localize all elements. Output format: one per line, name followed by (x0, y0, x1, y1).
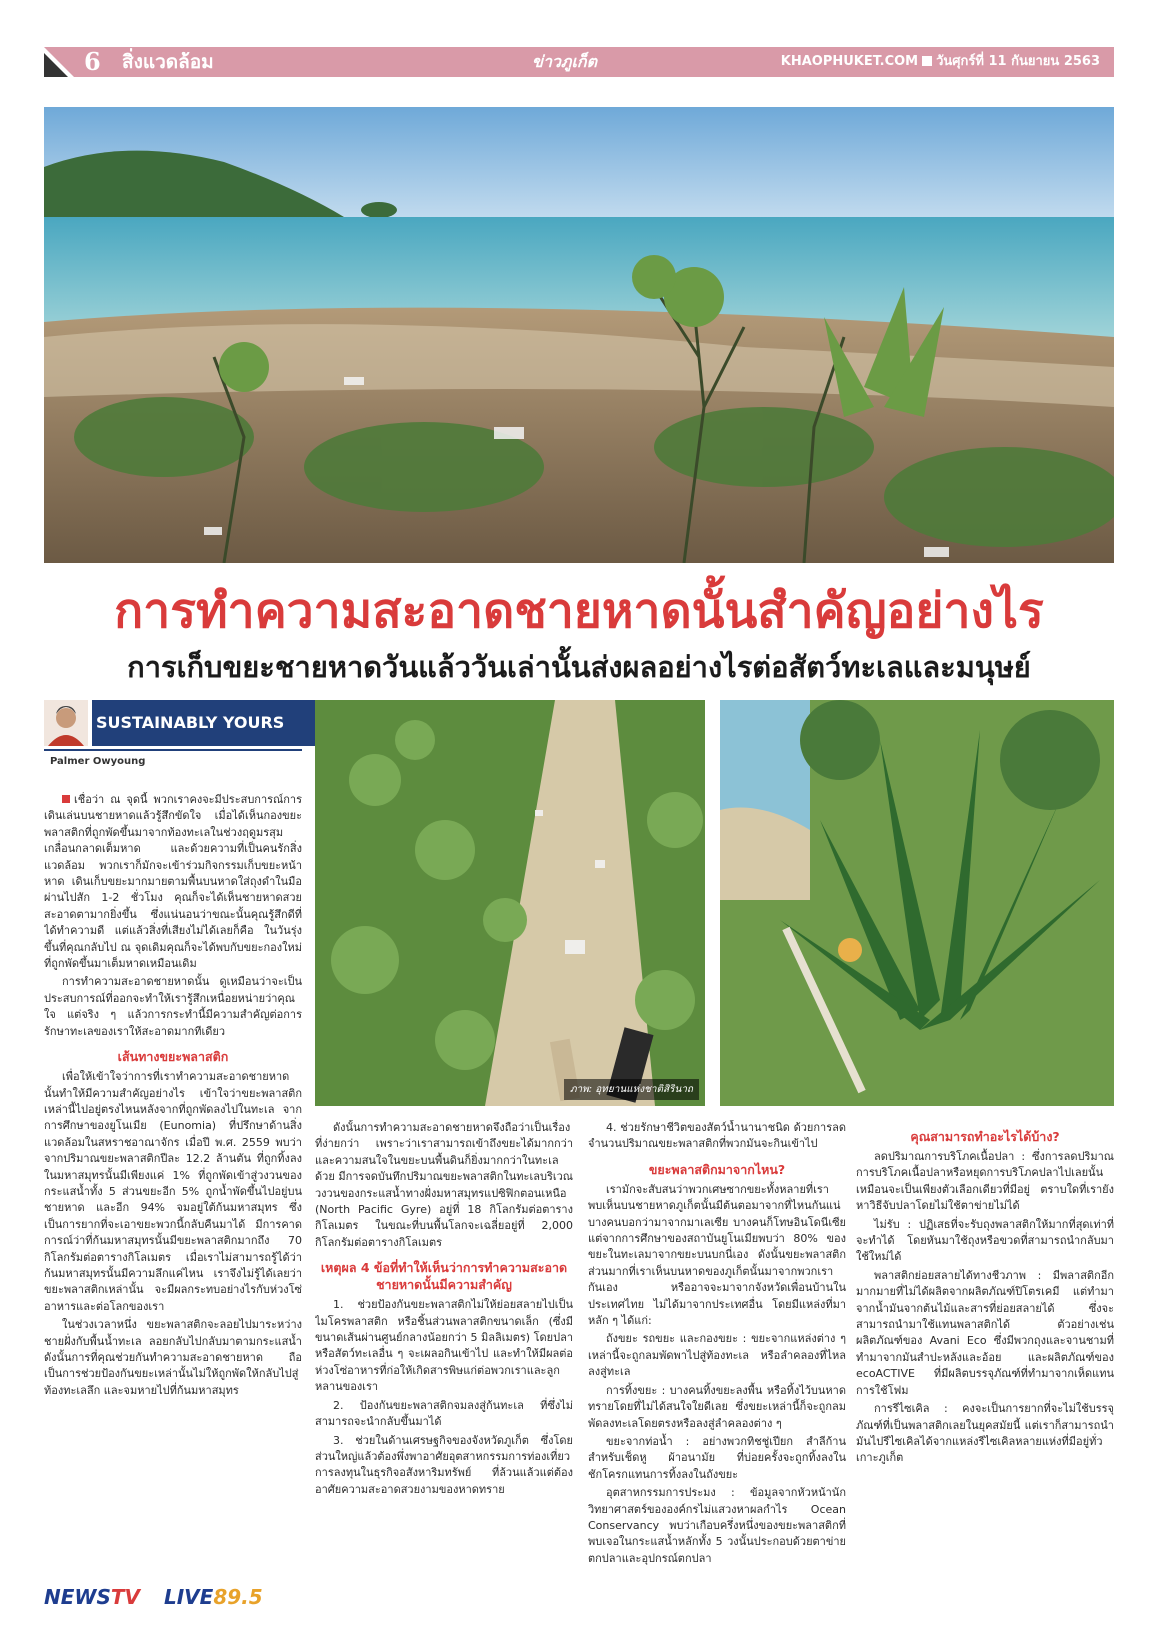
text-column-3 (588, 1120, 846, 1572)
author-name: Palmer Owyoung (50, 756, 146, 767)
brand-name: ข่าวภูเก็ต (532, 52, 597, 71)
paragraph: การทิ้งขยะ : บางคนทิ้งขยะลงพื้น หรือทิ้งไว้บนหาดทรายโดยที่ไม่ได้สนใจใยดีเลย ซึ่งขยะเหล่านี้ก็จะถูกลมพัดลงทะเลโดยตรงหรือลงสู่ลำคลองต่าง ๆ (588, 1383, 846, 1430)
column-byline (44, 700, 302, 746)
page-number: 6 (84, 47, 101, 76)
paragraph: ในช่วงเวลาหนึ่ง ขยะพลาสติกจะลอยไปมาระหว่างชายฝั่งกับพื้นน้ำทะเล ลอยกลับไปกลับมาตามกระแสน้ำ ดังนั้นการที่คุณช่วยกันทำความสะอาดชายหาด ถือเป็นการช่วยป้องกันขยะเหล่านั้นไม่ให้ถูกพัดให้กลับไปสู่ท้องทะเลลึก และจมหายไปที่ก้นมหาสมุทร (44, 1318, 302, 1397)
newspaper-logo-icon (44, 47, 74, 77)
paragraph: ไม่รับ : ปฏิเสธที่จะรับถุงพลาสติกให้มากที่สุดเท่าที่จะทำได้ โดยหันมาใช้ถุงหรือขวดที่สามารถนำกลับมาใช้ใหม่ได้ (856, 1217, 1114, 1264)
avatar (44, 700, 88, 746)
byline-divider (44, 749, 302, 751)
subheading: ขยะพลาสติกมาจากไหน? (648, 1161, 786, 1177)
news-tv-logo: NEWSTV (44, 1585, 140, 1609)
text-column-1 (44, 792, 302, 1572)
paragraph: เชื่อว่า ณ จุดนี้ พวกเราคงจะมีประสบการณ์การเดินเล่นบนชายหาดแล้วรู้สึกขัดใจ เมื่อได้เห็นกองขยะพลาสติกที่ถูกพัดขึ้นมาจากท้องทะเลในช่วงฤดูมรสุมเกลื่อนกลาดเต็มหาด และด้วยความที่เป็นคนรักสิ่งแวดล้อม พวกเราก็มักจะเข้าร่วมกิจกรรมเก็บขยะหน้าหาด เดินเก็บขยะมากมายตามพื้นบนหาดใส่ถุงดำในมือ ผ่านไปสัก 1-2 ชั่วโมง คุณก็จะได้เห็นชายหาดสวยสะอาดตามากยิ่งขึ้น ซึ่งแน่นอนว่าขณะนั้นคุณรู้สึกดีที่ได้ทำความดี แต่แล้วสิ่งที่เสียงไม่ได้เลยก็คือ ในวันรุ่งขึ้นที่คุณกลับไป ณ จุดเดิมคุณก็จะได้พบกับขยะกองใหม่ที่ถูกพัดขึ้นมาเต็มหาดเหมือนเดิม (44, 793, 302, 971)
beach-plants-photo (720, 700, 1114, 1106)
paragraph: 4. ช่วยรักษาชีวิตของสัตว์น้ำนานาชนิด ด้วยการลดจำนวนปริมาณขยะพลาสติกที่พวกมันจะกินเข้าไป (588, 1121, 846, 1151)
column-name: SUSTAINABLY YOURS (92, 700, 350, 746)
paragraph: 1. ช่วยป้องกันขยะพลาสติกไม่ให้ย่อยสลายไปเป็นไมโครพลาสติก หรือชิ้นส่วนพลาสติกขนาดเล็ก (ซึ่งมีขนาดเส้นผ่านศูนย์กลางน้อยกว่า 5 มิลลิเมตร) โดยปลาหรือสัตว์ทะเลอื่น ๆ จะเผลอกินเข้าไป และทำให้มีผลต่อห่วงโซ่อาหารที่ก่อให้เกิดสารพิษแก่ต่อพวกเราและลูกหลานของเรา (315, 1298, 573, 1394)
paragraph: ถังขยะ รถขยะ และกองขยะ : ขยะจากแหล่งต่าง ๆ เหล่านี้จะถูกลมพัดพาไปสู่ท้องทะเล หรือลำคลองที่ไหลลงสู่ทะเล (588, 1332, 846, 1379)
beach-vine-photo (315, 700, 705, 1106)
paragraph: ขยะจากท่อน้ำ : อย่างพวกทิชชู่เปียก สำลีก้าน สำหรับเช็ดหู ผ้าอนามัย ที่บ่อยครั้งจะถูกทิ้งลงในชักโครกแทนการทิ้งลงในถังขยะ (588, 1434, 846, 1481)
issue-date: วันศุกร์ที่ 11 กันยายน 2563 (936, 54, 1100, 69)
site-url: KHAOPHUKET.COM (780, 54, 919, 69)
paragraph: 2. ป้องกันขยะพลาสติกจมลงสู่ก้นทะเล ที่ซึ่งไม่สามารถจะนำกลับขึ้นมาได้ (315, 1398, 573, 1429)
paragraph: เพื่อให้เข้าใจว่าการที่เราทำความสะอาดชายหาดนั้นทำให้มีความสำคัญอย่างไร เข้าใจว่าขยะพลาสติกเหล่านี้ไปอยู่ตรงไหนหลังจากที่ถูกพัดลงไปในทะเล จากการศึกษาของยูโนเมีย (Eunomia) ที่ปรึกษาด้านสิ่งแวดล้อมในสหราชอาณาจักร เมื่อปี พ.ศ. 2559 พบว่าจากปริมาณขยะพลาสติกปีละ 12.2 ล้านตัน ที่ถูกทิ้งลงในมหาสมุทรนั้นมีเพียงแค่ 1% ที่ถูกพัดเข้าสู่วงวนของกระแสน้ำทั้ง 5 ส่วนขยะอีก 5% ถูกน้ำพัดขึ้นไปอยู่บนชายหาด และอีก 94% จมอยู่ใต้ก้นมหาสมุทร ซึ่งเป็นการยากที่จะเอาขยะพวกนี้กลับคืนมาได้ มีการคาดการณ์ว่าที่ก้นมหาสมุทรนั้นมีขยะพลาสติกมากถึง 70 กิโลกรัมต่อตารางกิโลเมตร เมื่อเราไม่สามารถรู้ได้ว่าก้นมหาสมุทรนั้นมีความลึกแค่ไหน เราจึงไม่รู้ได้เลยว่าขยะพลาสติกเหล่านั้น จะมีผลกระทบอย่างไรกับห่วงโซ่อาหารและต่อโลกของเรา (44, 1070, 302, 1313)
header-meta (781, 47, 1100, 77)
paragraph: การรีไซเคิล : คงจะเป็นการยากที่จะไม่ใช้บรรจุภัณฑ์ที่เป็นพลาสติกเลยในยุคสมัยนี้ แต่เราก็สามารถนำมันไปรีไซเคิลได้จากแหล่งรีไซเคิลหลายแห่งที่มีอยู่ทั่วเกาะภูเก็ต (856, 1402, 1114, 1465)
paragraph: ดังนั้นการทำความสะอาดชายหาดจึงถือว่าเป็นเรื่องที่ง่ายกว่า เพราะว่าเราสามารถเข้าถึงขยะได้มากกว่า และความสนใจในขยะบนพื้นดินก็ยิ่งมากกว่าในทะเลด้วย มีการจดบันทึกปริมาณขยะพลาสติกในทะเลบริเวณวงวนของกระแสน้ำทางฝั่งมหาสมุทรแปซิฟิกตอนเหนือ (North Pacific Gyre) อยู่ที่ 18 กิโลกรัมต่อตารางกิโลเมตร ในขณะที่บนพื้นโลกจะเฉลี่ยอยู่ที่ 2,000 กิโลกรัมต่อตารางกิโลเมตร (315, 1121, 573, 1249)
paragraph: อุตสาหกรรมการประมง : ข้อมูลจากหัวหน้านักวิทยาศาสตร์ขององค์กรไม่แสวงหาผลกำไร Ocean Conservancy พบว่าเกือบครึ่งหนึ่งของขยะพลาสติกที่พบเจอในกระแสน้ำหลักทั้ง 5 วงนั้นประกอบด้วยตาข่ายตกปลาและอุปกรณ์ตกปลา (588, 1486, 846, 1565)
subheading: คุณสามารถทำอะไรได้บ้าง? (910, 1129, 1060, 1144)
lead-square-icon (62, 795, 70, 803)
subheading: เหตุผล 4 ข้อที่ทำให้เห็นว่าการทำความสะอาดชายหาดนั้นมีความสำคัญ (320, 1260, 568, 1293)
subheading: เส้นทางขยะพลาสติก (117, 1049, 229, 1065)
text-column-2 (315, 1120, 573, 1572)
paragraph: 3. ช่วยในด้านเศรษฐกิจของจังหวัดภูเก็ต ซึ่งโดยส่วนใหญ่แล้วต้องพึ่งพาอาศัยอุตสาหกรรมการท่องเที่ยว การลงทุนในธุรกิจอสังหาริมทรัพย์ ที่ล้วนแล้วแต่ต้องอาศัยความสะอาดสวยงามของหาดทราย (315, 1433, 573, 1496)
square-separator-icon (922, 56, 932, 66)
photo-credit: ภาพ: อุทยานแห่งชาติสิรินาถ (564, 1079, 699, 1100)
paragraph: การทำความสะอาดชายหาดนั้น ดูเหมือนว่าจะเป็นประสบการณ์ที่ออกจะทำให้เรารู้สึกเหนื่อยหน่ายว่าคุณใจ แต่จริง ๆ แล้วการกระทำนี้มีความสำคัญต่อการรักษาทะเลของเราให้สะอาดมากทีเดียว (44, 975, 302, 1038)
article-title: การทำความสะอาดชายหาดนั้นสำคัญอย่างไร (114, 583, 1044, 639)
paragraph: พลาสติกย่อยสลายได้ทางชีวภาพ : มีพลาสติกอีกมากมายที่ไม่ได้ผลิตจากผลิตภัณฑ์ปิโตรเคมี แต่ทำมาจากน้ำมันจากต้นไม้และสารที่ย่อยสลายได้ ซึ่งจะสามารถนำมาใช้แทนพลาสติกได้ ตัวอย่างเช่น ผลิตภัณฑ์ของ Avani Eco ซึ่งมีพวกถุงและจานชามที่ทำมาจากมันสำปะหลังและอ้อย และผลิตภัณฑ์ของ ecoACTIVE ที่มีผลิตบรรจุภัณฑ์ที่ทำมาจากเห็ดแทนการใช้โฟม (856, 1268, 1114, 1397)
text-column-4 (856, 1120, 1114, 1572)
hero-photo (44, 107, 1114, 563)
section-name: สิ่งแวดล้อม (122, 51, 214, 73)
live-radio-logo: LIVE89.5 (164, 1585, 263, 1609)
paragraph: เรามักจะสับสนว่าพวกเศษซากขยะทั้งหลายที่เราพบเห็นบนชายหาดภูเก็ตนั้นมีต้นตอมาจากที่ไหนกันแน่ บางคนบอกว่ามาจากมาเลเซีย บางคนก็โทษอินโดนีเซีย แต่จากการศึกษาของสถาบันยูโนเมียพบว่า 80% ของขยะในทะเลมาจากขยะบนบกนี่เอง ดังนั้นขยะพลาสติกส่วนมากที่เราเห็นบนหาดของภูเก็ตนั้นมาจากพวกเรากันเอง หรืออาจจะมาจากจังหวัดเพื่อนบ้านในประเทศไทย ไม่ได้มาจากประเทศอื่น โดยมีแหล่งที่มาหลัก ๆ ได้แก่: (588, 1182, 846, 1328)
article-subtitle: การเก็บขยะชายหาดวันแล้ววันเล่านั้นส่งผลอย่างไรต่อสัตว์ทะเลและมนุษย์ (127, 650, 1031, 684)
page-header (44, 47, 1114, 77)
paragraph: ลดปริมาณการบริโภคเนื้อปลา : ซึ่งการลดปริมาณการบริโภคเนื้อปลาหรือหยุดการบริโภคปลาไปเลยนั้น เหมือนจะเป็นเพียงตัวเลือกเดียวที่มีอยู่ ตราบใดที่เรายังหาวิธีจับปลาโดยไม่ใช้ตาข่ายไม่ได้ (856, 1150, 1114, 1213)
